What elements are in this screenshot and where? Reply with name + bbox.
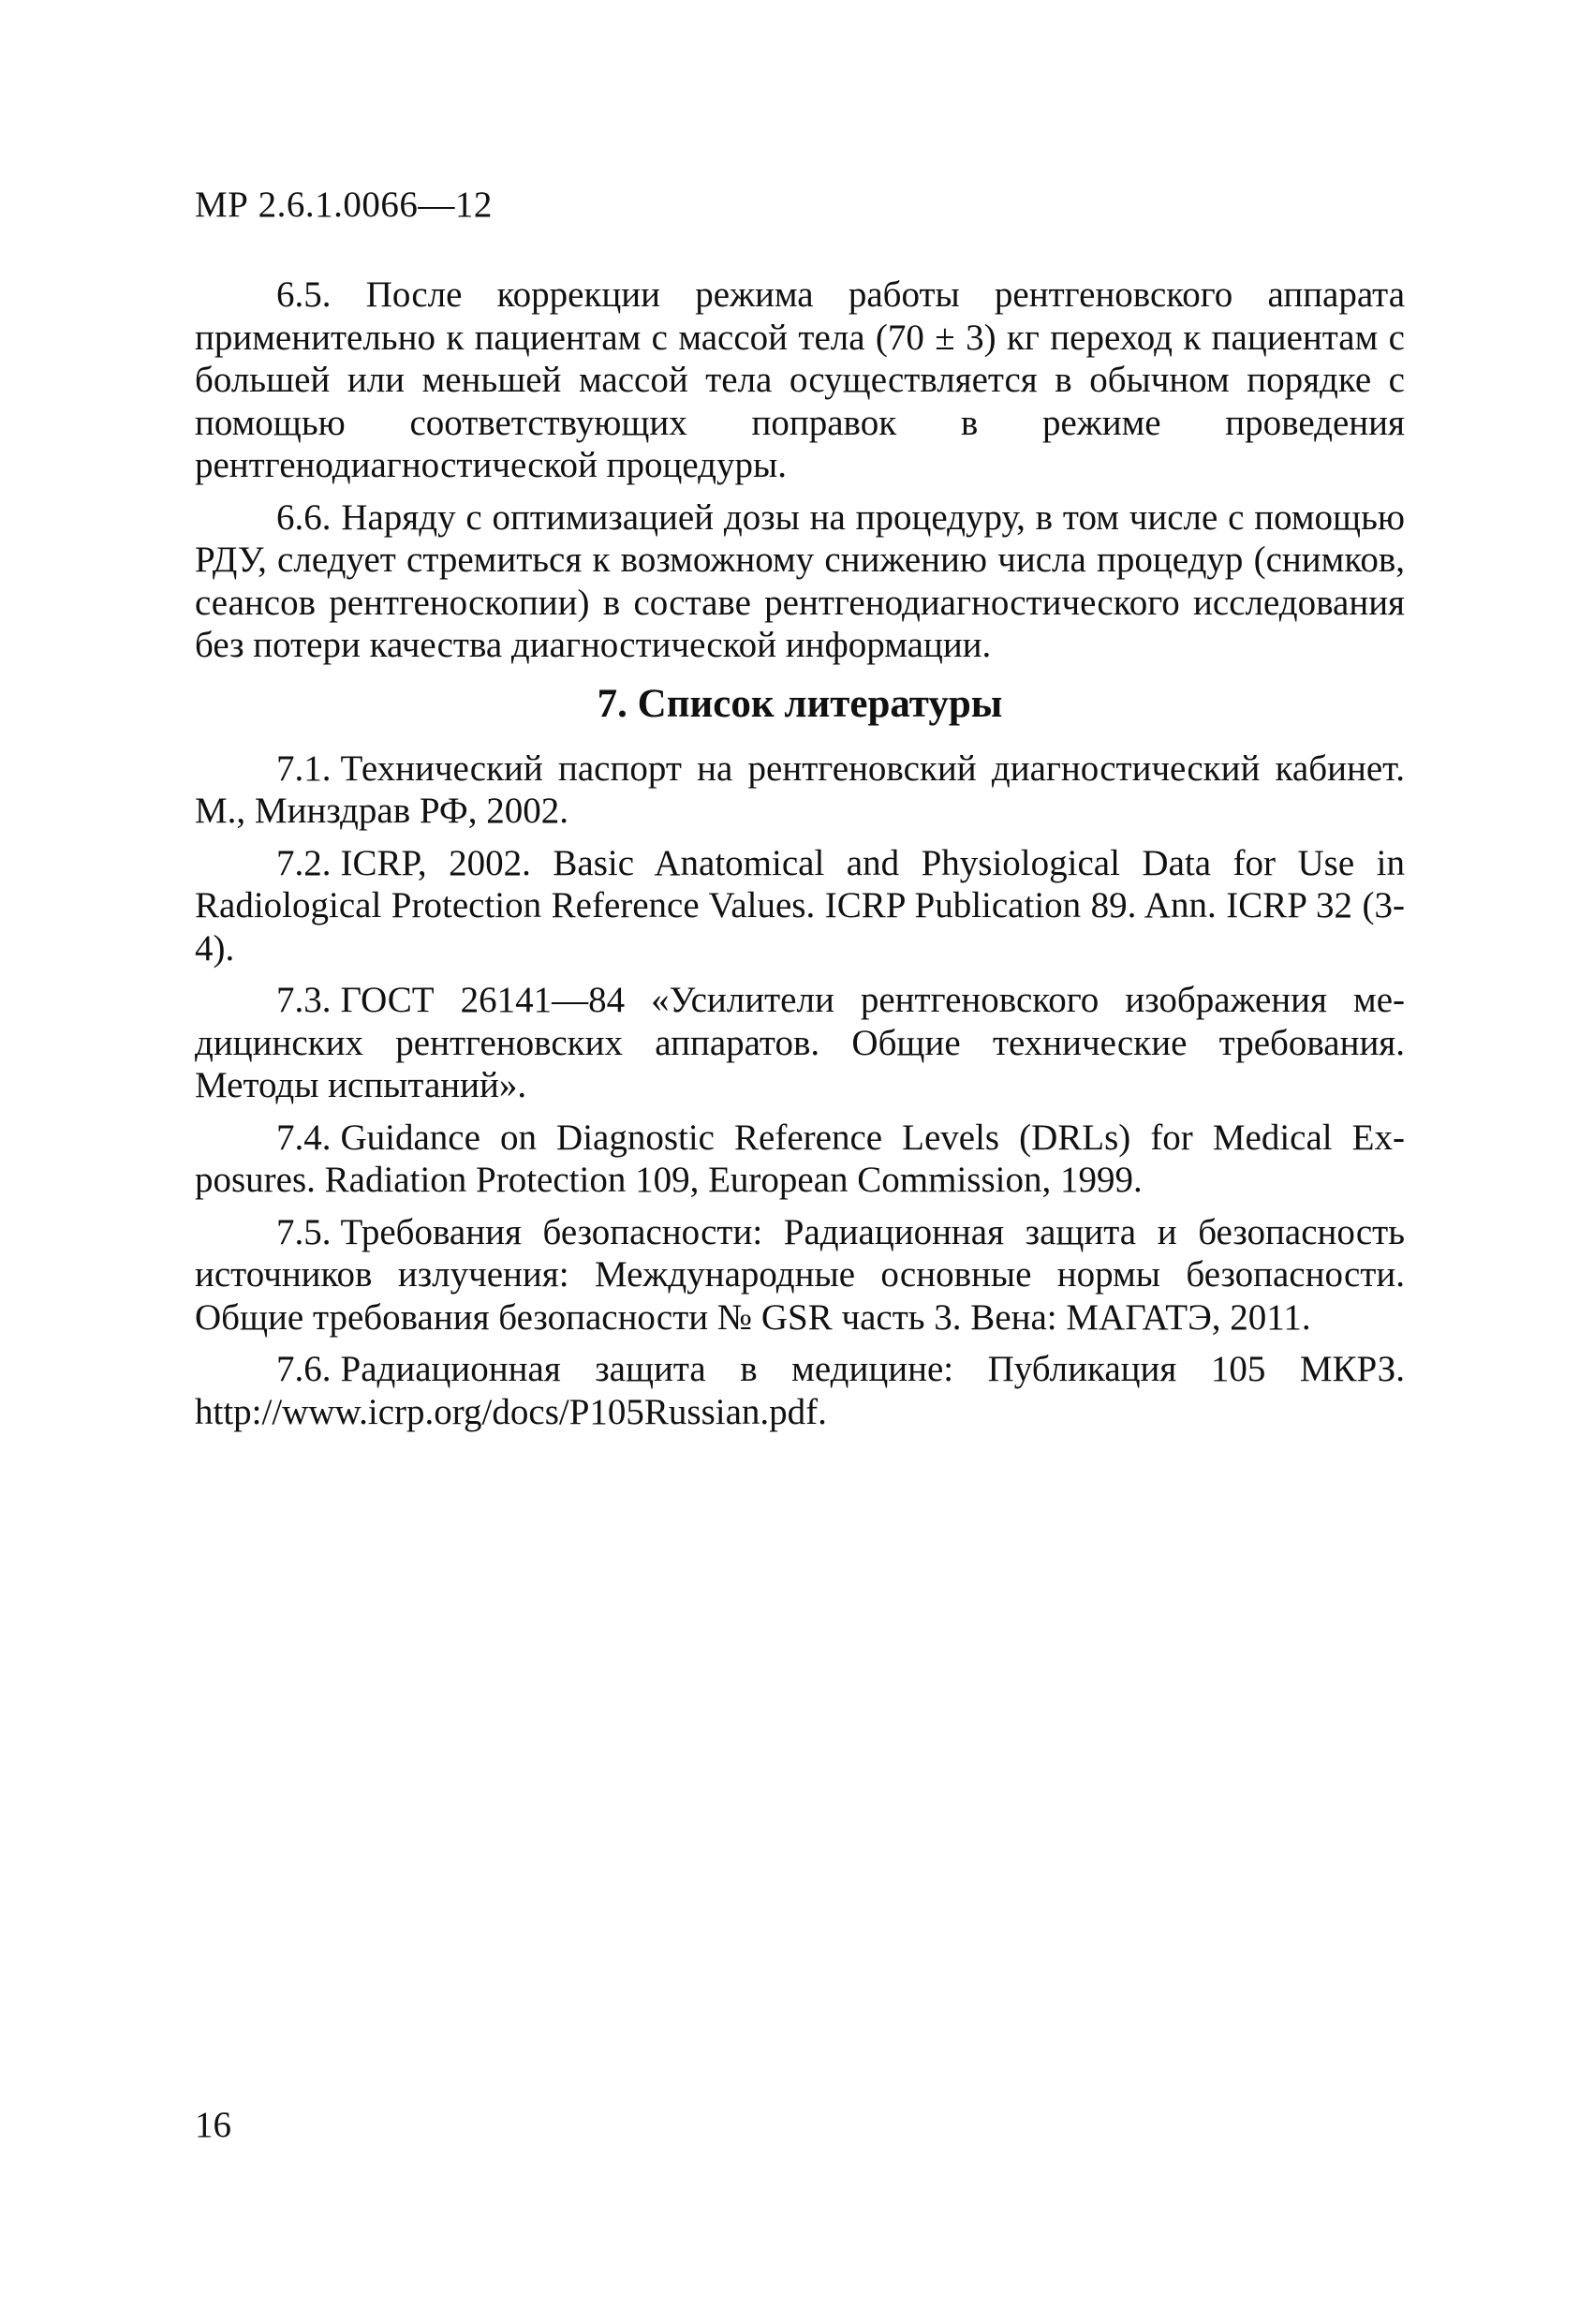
paragraph-number: 6.6. — [276, 496, 332, 538]
reference-list — [195, 748, 1405, 1434]
page-content — [195, 274, 1405, 1443]
reference-text: Guidance on Diagnostic Reference Levels (DRLs) for Medical Exposures. Radiation Protection 109, European Commission, 1999. — [195, 1117, 1405, 1200]
reference-text: ICRP, 2002. Basic Anatomical and Physiological Data for Use in Radiological Protection Reference Values. ICRP Publication 89. Ann. ICRP 32 (3-4). — [195, 842, 1405, 969]
reference-number: 7.1. — [276, 748, 332, 789]
reference-text: ГОСТ 26141—84 «Усилители рентгеновского изображения медицинских рентгеновских аппаратов. Общие технические требования. Методы испытаний». — [195, 980, 1405, 1105]
reference-number: 7.5. — [276, 1211, 332, 1252]
reference-text: Радиационная защита в медицине: Публикация 105 МКРЗ. http://www.icrp.org/docs/P105Russian.pdf. — [195, 1349, 1405, 1432]
paragraph-text: После коррекции режима работы рентгеновского аппарата применительно к пациентам с массой тела (70 ± 3) кг переход к пациентам с большей или меньшей массой тела осуществляется в обычном порядке с помощью соответствующих поправок в режиме проведения рентгенодиагностической процедуры. — [195, 274, 1406, 485]
section-title-references: 7. Список литературы — [597, 681, 1003, 726]
page-number: 16 — [195, 2105, 231, 2145]
reference-item — [195, 979, 1405, 1107]
document-code-header: МР 2.6.1.0066—12 — [195, 185, 493, 225]
paragraph-number: 6.5. — [276, 274, 332, 315]
reference-item — [195, 1117, 1405, 1202]
reference-number: 7.4. — [276, 1117, 332, 1158]
reference-item — [195, 842, 1405, 970]
paragraph-6-6 — [195, 496, 1405, 667]
paragraph-text: Наряду с оптимизацией дозы на процедуру, в том числе с помощью РДУ, следует стремиться к возможному снижению числа процедур (снимков, сеансов рентгеноскопии) в составе рентгенодиагностического исследования без потери качества диагностической информации. — [195, 496, 1406, 665]
reference-item — [195, 1348, 1405, 1433]
reference-item — [195, 748, 1405, 833]
reference-item — [195, 1211, 1405, 1340]
reference-text: Технический паспорт на рентгеновский диагностический кабинет. М., Минздрав РФ, 2002. — [195, 748, 1405, 831]
reference-text: Требования безопасности: Радиационная защита и безопасность источников излучения: Международные основные нормы безопасности. Общие требования безопасности № GSR часть 3. Вена: МАГАТЭ, 2011. — [195, 1211, 1405, 1338]
reference-number: 7.2. — [276, 842, 332, 883]
reference-number: 7.6. — [276, 1349, 332, 1389]
reference-number: 7.3. — [276, 980, 332, 1020]
paragraph-6-5 — [195, 274, 1405, 487]
